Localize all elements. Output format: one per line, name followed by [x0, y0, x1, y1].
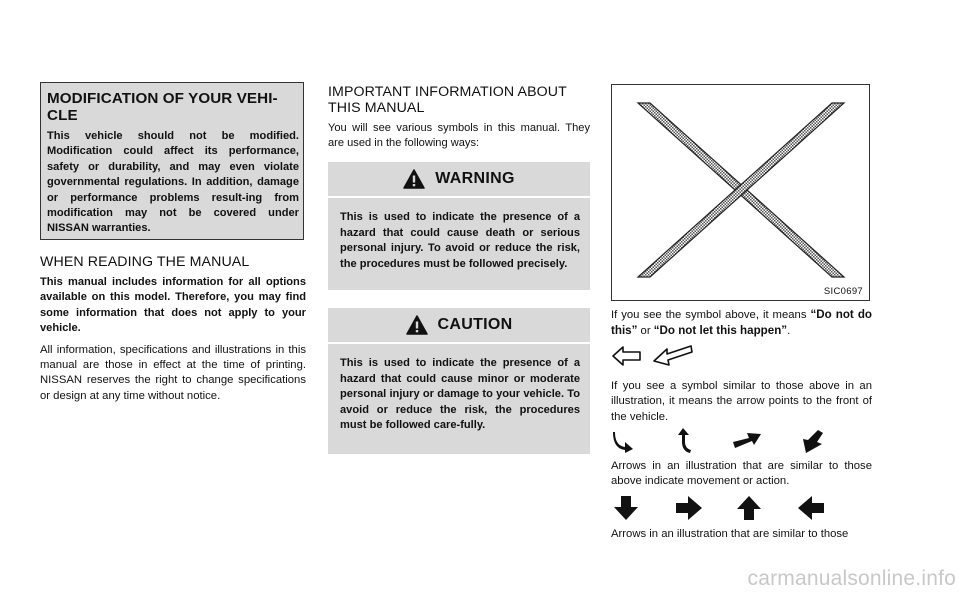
do-not-symbol-figure	[611, 84, 870, 301]
figure-code: SIC0697	[823, 286, 863, 297]
caution-box	[328, 308, 590, 454]
arrow-down-icon	[613, 495, 639, 521]
block-arrow-text: Arrows in an illustration that are similar to those	[611, 528, 849, 540]
warning-header	[328, 162, 590, 198]
period: .	[787, 325, 791, 338]
warning-body: This is used to indicate the presence of a hazard that could cause death or serious personal injury. To avoid or reduce the risk, the procedures must be followed precisely.	[340, 211, 580, 270]
angled-arrow-right-icon	[732, 428, 762, 450]
warning-box	[328, 162, 590, 290]
modification-title: MODIFICATION OF YOUR VEHI-CLE	[47, 90, 278, 124]
movement-arrow-symbols	[611, 428, 872, 458]
do-not-let-this-happen: “Do not let this happen”	[653, 324, 788, 338]
block-arrow-symbols	[611, 495, 872, 525]
warning-icon	[403, 169, 425, 189]
arrow-right-icon	[675, 495, 703, 521]
movement-arrow-text: Arrows in an illustration that are similar to those above indicate movement or action.	[611, 460, 872, 488]
symbol-text-lead: If you see the symbol above, it means	[611, 309, 811, 321]
arrow-left-icon	[797, 495, 825, 521]
do-not-symbol-text	[611, 307, 872, 340]
do-not-do-this: “Do not do this”	[611, 308, 873, 338]
reading-bold-paragraph: This manual includes information for all options available on this model. Therefore, you may find some information that does not apply to your vehicle.	[40, 276, 306, 335]
arrow-up-icon	[736, 495, 762, 521]
intro-paragraph: You will see various symbols in this manual. They are used in the following ways:	[328, 122, 590, 150]
caution-body: This is used to indicate the presence of a hazard that could cause minor or moderate personal injury or damage to your vehicle. To avoid or reduce the risk, the procedures must be followed care-fully.	[340, 357, 580, 432]
modification-box	[40, 82, 304, 240]
front-arrow-outline-icon	[611, 343, 643, 369]
curved-arrow-down-right-icon	[613, 428, 635, 454]
reading-heading: WHEN READING THE MANUAL	[40, 254, 250, 270]
caution-label: CAUTION	[437, 316, 513, 333]
reading-paragraph: All information, specifications and illustrations in this manual are those in effect at the time of printing. NISSAN reserves the right to change specifications or design at any time without notice.	[40, 343, 306, 402]
caution-header	[328, 308, 590, 344]
caution-icon	[406, 315, 428, 335]
front-arrow-symbols	[611, 343, 872, 373]
warning-label: WARNING	[435, 170, 515, 187]
curved-arrow-up-icon	[675, 428, 695, 454]
important-info-heading: IMPORTANT INFORMATION ABOUT THIS MANUAL	[328, 84, 567, 116]
or-text: or	[637, 325, 654, 338]
watermark: carmanualsonline.info	[747, 567, 956, 590]
modification-body: This vehicle should not be modified. Modification could affect its performance, safety or durability, and may even violate governmental regulations. In addition, damage or performance problems result-ing from modification may not be covered under NISSAN warranties.	[47, 130, 299, 235]
front-arrow-angled-outline-icon	[651, 343, 695, 369]
front-arrow-text: If you see a symbol similar to those above in an illustration, it means the arrow points to the front of the vehicle.	[611, 380, 872, 423]
prohibition-x-icon	[612, 85, 869, 300]
angled-arrow-down-left-icon	[800, 428, 824, 454]
